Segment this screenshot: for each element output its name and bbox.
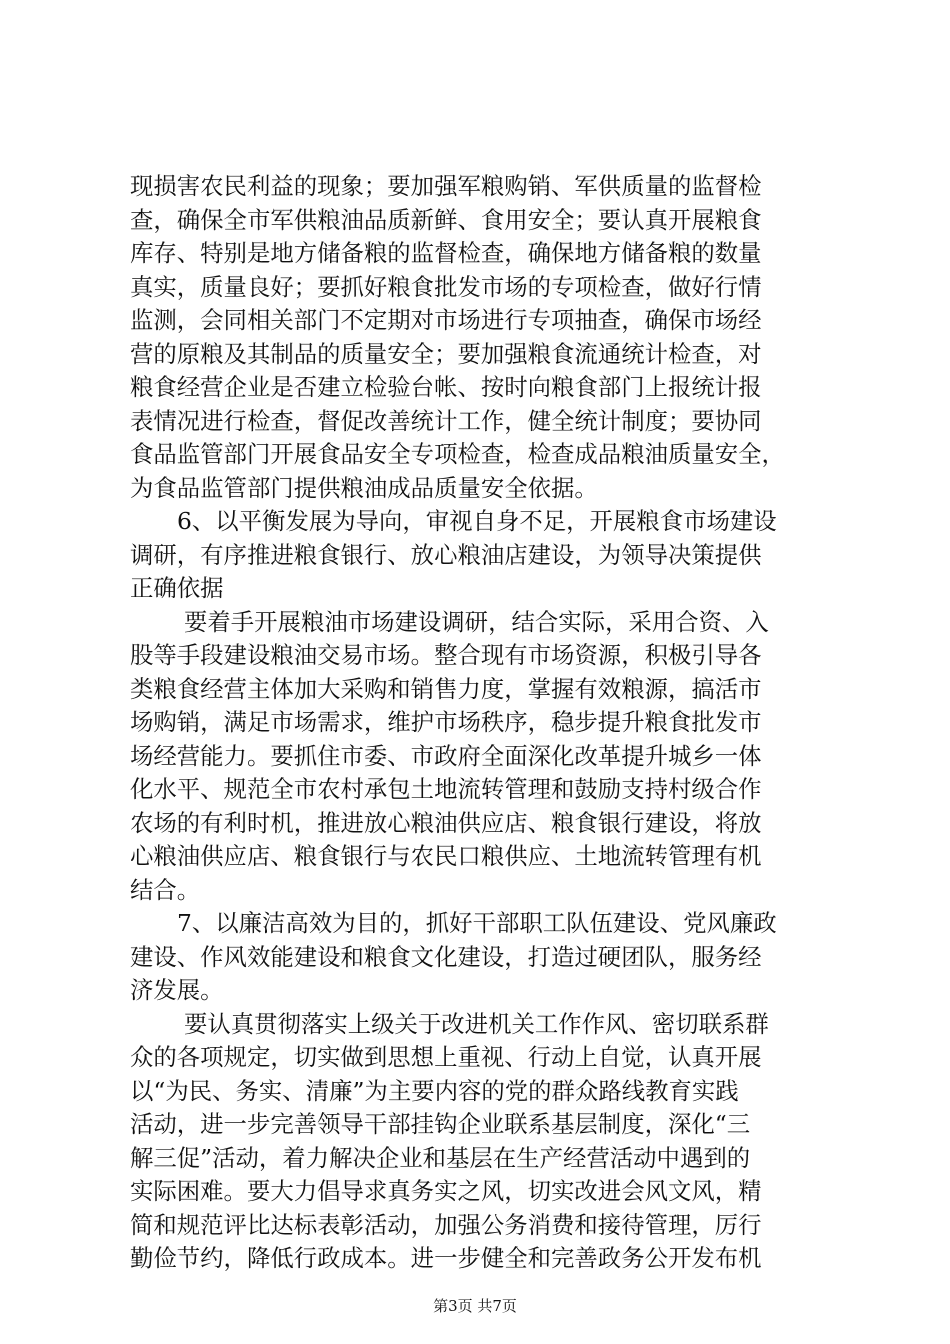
- text-line: 心粮油供应店、粮食银行与农民口粮供应、土地流转管理有机: [130, 842, 762, 870]
- text-line: 众的各项规定，切实做到思想上重视、行动上自觉，认真开展: [130, 1043, 762, 1071]
- text-line: 股等手段建设粮油交易市场。整合现有市场资源，积极引导各: [130, 641, 762, 669]
- text-line: 6、以平衡发展为导向，审视自身不足，开展粮食市场建设: [177, 507, 777, 535]
- text-line: 正确依据: [130, 574, 224, 602]
- text-line: 建设、作风效能建设和粮食文化建设，打造过硬团队，服务经: [130, 942, 762, 971]
- text-line: 勤俭节约，降低行政成本。进一步健全和完善政务公开发布机: [130, 1244, 762, 1272]
- text-line: 农场的有利时机，推进放心粮油供应店、粮食银行建设，将放: [130, 808, 762, 837]
- text-line: 真实，质量良好；要抓好粮食批发市场的专项检查，做好行情: [130, 272, 762, 301]
- text-line: 表情况进行检查，督促改善统计工作，健全统计制度；要协同: [130, 406, 762, 435]
- document-body: [130, 170, 830, 1276]
- text-line: 活动，进一步完善领导干部挂钩企业联系基层制度，深化“三: [130, 1110, 751, 1138]
- text-line: 解三促”活动，着力解决企业和基层在生产经营活动中遇到的: [130, 1143, 751, 1172]
- text-line: 场购销，满足市场需求，维护市场秩序，稳步提升粮食批发市: [130, 708, 762, 736]
- text-line: 济发展。: [130, 976, 224, 1004]
- text-line: 监测，会同相关部门不定期对市场进行专项抽查，确保市场经: [130, 306, 762, 334]
- text-line: 实际困难。要大力倡导求真务实之风，切实改进会风文风，精: [130, 1177, 762, 1205]
- text-line: 类粮食经营主体加大采购和销售力度，掌握有效粮源，搞活市: [130, 674, 762, 703]
- text-line: 场经营能力。要抓住市委、市政府全面深化改革提升城乡一体: [130, 741, 762, 770]
- text-line: 以“为民、务实、清廉”为主要内容的党的群众路线教育实践: [130, 1076, 739, 1105]
- text-line: 7、以廉洁高效为目的，抓好干部职工队伍建设、党风廉政: [177, 909, 777, 937]
- text-line: 化水平、规范全市农村承包土地流转管理和鼓励支持村级合作: [130, 775, 762, 803]
- text-line: 简和规范评比达标表彰活动，加强公务消费和接待管理，厉行: [130, 1210, 762, 1239]
- text-line: 为食品监管部门提供粮油成品质量安全依据。: [130, 473, 598, 502]
- page-number-label: 第3页 共7页: [433, 1297, 517, 1315]
- text-line: 调研，有序推进粮食银行、放心粮油店建设，为领导决策提供: [130, 540, 762, 569]
- page-footer: [0, 1296, 950, 1316]
- text-line: 粮食经营企业是否建立检验台帐、按时向粮食部门上报统计报: [130, 373, 762, 401]
- text-line: 要认真贯彻落实上级关于改进机关工作作风、密切联系群: [184, 1009, 769, 1038]
- text-line: 食品监管部门开展食品安全专项检查，检查成品粮油质量安全，: [130, 440, 785, 468]
- text-line: 现损害农民利益的现象；要加强军粮购销、军供质量的监督检: [130, 172, 762, 200]
- text-line: 要着手开展粮油市场建设调研，结合实际，采用合资、入: [184, 607, 769, 636]
- text-line: 营的原粮及其制品的质量安全；要加强粮食流通统计检查，对: [130, 339, 762, 368]
- text-line: 库存、特别是地方储备粮的监督检查，确保地方储备粮的数量: [130, 239, 762, 267]
- text-line: 查，确保全市军供粮油品质新鲜、食用安全；要认真开展粮食: [130, 205, 762, 234]
- text-line: 结合。: [130, 875, 201, 904]
